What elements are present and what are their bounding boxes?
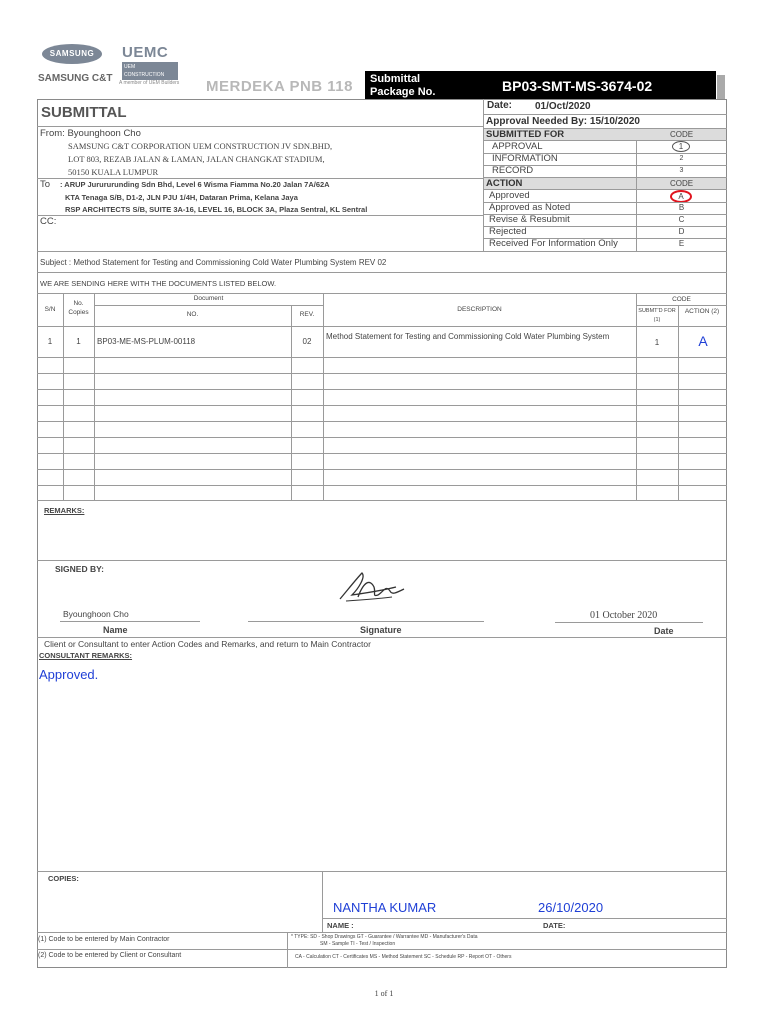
signed-by-label: SIGNED BY: bbox=[55, 564, 104, 574]
uemc-badge: UEMC bbox=[122, 44, 169, 61]
action-row-revise: Revise & Resubmit bbox=[489, 214, 570, 225]
consultant-remarks-label: CONSULTANT REMARKS: bbox=[39, 651, 133, 660]
sf-code-record: 3 bbox=[679, 167, 684, 174]
project-name: MERDEKA PNB 118 bbox=[206, 78, 353, 95]
to-line-3: RSP ARCHITECTS S/B, SUITE 3A-16, LEVEL 16, BLOCK 3A, Plaza Sentral, KL Sentral bbox=[65, 205, 368, 214]
signature-image bbox=[336, 567, 408, 607]
action-row-received: Received For Information Only bbox=[489, 238, 618, 249]
form-border bbox=[37, 99, 727, 968]
sf-row-information: INFORMATION bbox=[492, 153, 558, 164]
footnote-2: (2) Code to be entered by Client or Consultant bbox=[38, 952, 182, 959]
row-1-rev: 02 bbox=[302, 337, 312, 346]
from-line bbox=[40, 128, 141, 139]
form-title: SUBMITTAL bbox=[41, 104, 127, 121]
to-label: To bbox=[40, 179, 51, 190]
action-header: ACTION bbox=[486, 178, 523, 189]
consultant-instruction: Client or Consultant to enter Action Codes and Remarks, and return to Main Contractor bbox=[44, 639, 371, 649]
cc-label: CC: bbox=[40, 216, 57, 227]
col-header-submitted-for: SUBMT'D FOR (1) bbox=[638, 308, 676, 323]
row-1-action: A bbox=[698, 333, 708, 349]
action-code-approved-text: A bbox=[678, 192, 684, 201]
types-line-3: CA - Calculation CT - Certificates MS - Method Statement SC - Schedule RP - Report OT - Others bbox=[295, 954, 512, 960]
package-number: BP03-SMT-MS-3674-02 bbox=[502, 78, 653, 94]
signer-name: Byounghoon Cho bbox=[63, 609, 129, 619]
footnote-1: (1) Code to be entered by Main Contractor bbox=[38, 936, 170, 943]
action-code-header: CODE bbox=[669, 179, 694, 188]
reviewer-name: NANTHA KUMAR bbox=[333, 900, 437, 915]
samsung-logo bbox=[42, 44, 102, 64]
col-header-code: CODE bbox=[672, 296, 691, 303]
action-code-revise: C bbox=[678, 215, 685, 224]
reviewer-date: 26/10/2020 bbox=[538, 900, 604, 915]
row-1-submitted-for: 1 bbox=[654, 338, 660, 347]
sf-code-information: 2 bbox=[679, 155, 684, 162]
from-name: Byounghoon Cho bbox=[67, 128, 141, 139]
col-header-action: ACTION (2) bbox=[684, 308, 720, 315]
to-line-2: KTA Tenaga S/B, D1-2, JLN PJU 1/4H, Dataran Prima, Kelana Jaya bbox=[65, 193, 298, 202]
submitted-for-code-header: CODE bbox=[669, 130, 694, 139]
scan-edge-mark bbox=[717, 75, 725, 99]
page-number: 1 of 1 bbox=[374, 989, 394, 998]
approval-needed: Approval Needed By: 15/10/2020 bbox=[486, 116, 640, 127]
samsung-badge-text: SAMSUNG bbox=[49, 49, 95, 58]
col-header-no: NO. bbox=[186, 311, 199, 318]
copies-label: COPIES: bbox=[48, 874, 79, 883]
consultant-remarks-text: Approved. bbox=[39, 667, 99, 682]
from-label: From: bbox=[40, 128, 65, 139]
sf-code-approval bbox=[672, 141, 690, 152]
types-line-2: SM - Sample TI - Test / Inspection bbox=[320, 941, 396, 947]
remarks-label: REMARKS: bbox=[44, 506, 85, 515]
types-line-1: * TYPE: SD - Shop Drawings GT - Guarantee / Warrantee MD - Manufacturer's Data bbox=[291, 934, 478, 940]
sf-row-approval: APPROVAL bbox=[492, 141, 543, 152]
action-code-received: E bbox=[678, 239, 685, 248]
action-row-approved: Approved bbox=[489, 190, 530, 201]
sf-row-record: RECORD bbox=[492, 165, 534, 176]
row-1-copies: 1 bbox=[76, 337, 81, 346]
subject: Subject : Method Statement for Testing and Commissioning Cold Water Plumbing System REV 02 bbox=[40, 258, 387, 267]
reviewer-name-label: NAME : bbox=[327, 921, 354, 930]
reviewer-date-label: DATE: bbox=[543, 921, 566, 930]
date-value: 01/Oct/2020 bbox=[535, 101, 591, 112]
sf-code-approval-text: 1 bbox=[678, 142, 684, 151]
from-address-1: SAMSUNG C&T CORPORATION UEM CONSTRUCTION JV SDN.BHD, bbox=[68, 141, 333, 151]
signed-date: 01 October 2020 bbox=[590, 610, 658, 621]
col-header-sn: S/N bbox=[44, 306, 56, 313]
action-code-rejected: D bbox=[678, 227, 685, 236]
sending-note: WE ARE SENDING HERE WITH THE DOCUMENTS LISTED BELOW. bbox=[40, 279, 277, 288]
to-line-1: : ARUP Jurururunding Sdn Bhd, Level 6 Wisma Fiamma No.20 Jalan 7A/62A bbox=[60, 180, 330, 189]
action-row-rejected: Rejected bbox=[489, 226, 527, 237]
signature-label: Signature bbox=[360, 625, 402, 635]
package-label: Submittal Package No. bbox=[370, 73, 436, 98]
col-header-copies: No. Copies bbox=[68, 300, 89, 316]
row-1-doc-no: BP03-ME-MS-PLUM-00118 bbox=[97, 337, 196, 346]
samsung-name: SAMSUNG C&T bbox=[38, 73, 113, 84]
from-address-3: 50150 KUALA LUMPUR bbox=[68, 167, 159, 177]
row-1-sn: 1 bbox=[47, 337, 53, 346]
date-label: Date: bbox=[487, 100, 513, 111]
col-header-document: Document bbox=[193, 295, 224, 302]
uemc-sub: UEM CONSTRUCTION bbox=[122, 62, 178, 80]
uemc-tagline: A member of UEM Builders bbox=[119, 80, 180, 86]
action-row-approved-noted: Approved as Noted bbox=[489, 202, 571, 213]
row-1-description: Method Statement for Testing and Commissioning Cold Water Plumbing System bbox=[326, 332, 610, 341]
action-code-approved-noted: B bbox=[678, 203, 685, 212]
uemc-logo bbox=[122, 44, 178, 78]
from-address-2: LOT 803, REZAB JALAN & LAMAN, JALAN CHANGKAT STADIUM, bbox=[68, 154, 325, 164]
col-header-description: DESCRIPTION bbox=[457, 306, 502, 313]
name-label: Name bbox=[103, 625, 128, 635]
submitted-for-header: SUBMITTED FOR bbox=[486, 129, 565, 140]
date-bottom-label: Date bbox=[654, 626, 674, 636]
col-header-rev: REV. bbox=[299, 311, 315, 318]
